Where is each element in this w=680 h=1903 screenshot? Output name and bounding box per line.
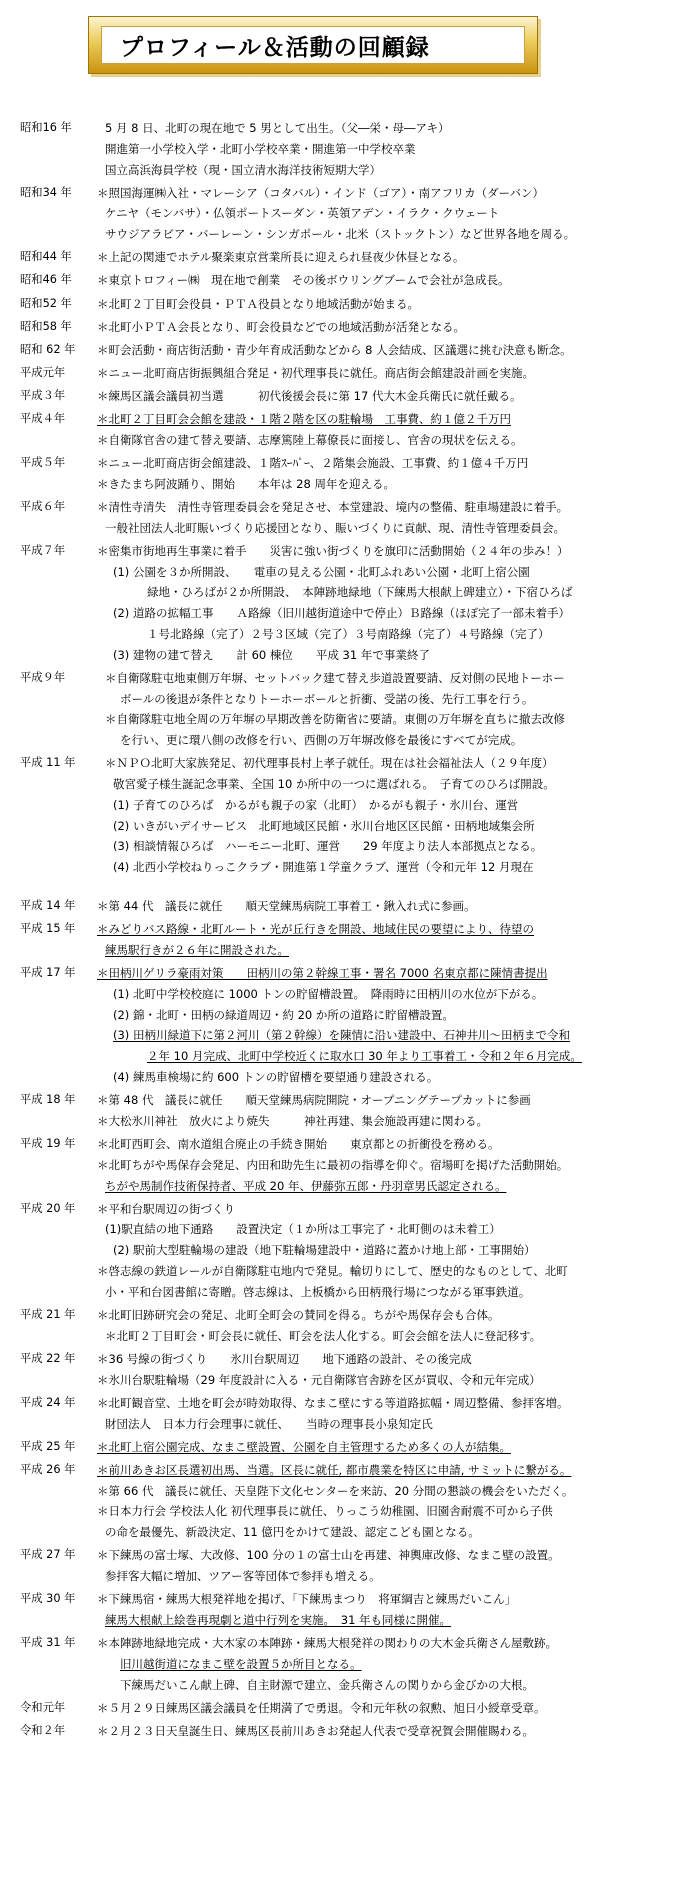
entry-line: [0, 139, 680, 160]
timeline-entry: [0, 896, 680, 917]
entry-text: (4) 北西小学校ねりっこクラブ・開進第１学童クラブ、運営（令和元年 12 月現在: [113, 860, 534, 875]
entry-line: [0, 1460, 680, 1481]
timeline-entry: [0, 118, 680, 180]
entry-text: ＊５月２９日練馬区議会議員を任期満了で勇退。令和元年秋の叙勲、旭日小綬章受章。: [97, 1700, 546, 1715]
entry-text: ＊北町小ＰＴＡ会長となり、町会役員などでの地域活動が活発となる。: [97, 319, 465, 334]
era-label: 平成 22 年: [20, 1351, 76, 1365]
entry-text: (2) 錦・北町・田柄の緑道周辺・約 20 か所の道路に貯留槽設置。: [113, 1007, 454, 1022]
entry-text: を行い、更に環八側の改修を行い、西側の万年塀改修を最後にすべてが完成。: [120, 733, 523, 748]
entry-text: ケニヤ（モンバサ）・仏領ポートスーダン・英領アデン・イラク・クウェート: [105, 206, 500, 221]
entry-text: (4) 練馬車検場に約 600 トンの貯留槽を要望通り建設される。: [113, 1070, 439, 1085]
entry-line: [0, 582, 680, 603]
entry-text: ＊氷川台駅駐輪場（29 年度設計に入る・元自衛隊官舎跡を区が買収、令和元年完成）: [97, 1372, 541, 1387]
era-label: 昭和46 年: [20, 273, 72, 287]
entry-text: ＊町会活動・商店街活動・青少年育成活動などから 8 人会結成、区議選に挑む決意も断念。: [97, 342, 572, 357]
entry-line: [0, 1654, 680, 1675]
entry-text: 旧川越街道になまこ壁を設置５か所目となる。: [120, 1656, 362, 1671]
entry-line: [0, 409, 680, 430]
entry-line: [0, 1090, 680, 1111]
entry-line: [0, 1414, 680, 1435]
entry-text: 練馬駅行きが２６年に開設された。: [105, 942, 289, 957]
entry-text: ＊みどりバス路線・北町ルート・光が丘行きを開設、地域住民の要望により、待望の: [97, 922, 534, 937]
entry-line: [0, 689, 680, 710]
entry-line: [0, 1349, 680, 1370]
entry-text: 練馬大根献上絵巻再現劇と道中行列を実施。 31 年も同様に開催。: [105, 1612, 452, 1627]
entry-text: ＊第 44 代 議長に就任 順天堂練馬病院工事着工・鍬入れ式に参画。: [97, 899, 476, 914]
timeline-entry: [0, 294, 680, 315]
entry-line: [0, 1610, 680, 1631]
entry-line: [0, 1219, 680, 1240]
entry-line: [0, 118, 680, 139]
entry-text: ＊北町２丁目町会・町会長に就任、町会を法人化する。町会会館を法人に登記移す。: [105, 1328, 542, 1343]
era-label: 平成 15 年: [20, 922, 76, 936]
era-label: 平成 27 年: [20, 1548, 76, 1562]
entry-text: ボールの後退が条件となりトーホーボールと折衝、受諾の後、先行工事を行う。: [120, 691, 534, 706]
timeline-entry: [0, 1305, 680, 1347]
era-label: 平成 21 年: [20, 1307, 76, 1321]
entry-line: [0, 624, 680, 645]
entry-text: ＊前川あきお区長選初出馬、当選。区長に就任, 都市農業を特区に申請, サミットに繋がる。: [97, 1462, 572, 1477]
entry-line: [0, 1721, 680, 1742]
entry-line: [0, 816, 680, 837]
timeline-entry: [0, 409, 680, 451]
era-label: 平成 26 年: [20, 1462, 76, 1476]
entry-line: [0, 1134, 680, 1155]
era-label: 平成元年: [20, 365, 66, 379]
entry-text: (3) 建物の建て替え 計 60 棟位 平成 31 年で事業終了: [113, 647, 430, 662]
entry-text: ＊照国海運㈱入社・マレーシア（コタバル）・インド（ゴア）・南アフリカ（ダーバン）: [97, 185, 545, 200]
entry-text: ２年 10 月完成、北町中学校近くに取水口 30 年より工事着工・令和２年６月完成。: [147, 1049, 582, 1064]
timeline-entry: [0, 1589, 680, 1631]
entry-text: 5 月 8 日、北町の現在地で 5 男として出生。（父―栄・母―アキ）: [105, 121, 450, 135]
entry-line: [0, 709, 680, 730]
era-label: 昭和16 年: [20, 121, 72, 134]
entry-line: [0, 1305, 680, 1326]
entry-line: [0, 317, 680, 338]
timeline-entry: [0, 247, 680, 268]
entry-line: [0, 270, 680, 291]
era-label: 平成 14 年: [20, 899, 76, 913]
timeline-entry: [0, 1633, 680, 1695]
entry-line: [0, 1326, 680, 1347]
entry-line: [0, 603, 680, 624]
entry-text: ＊密集市街地再生事業に着手 災害に強い街づくりを旗印に活動開始（２４年の歩み！）: [97, 543, 569, 558]
entry-line: [0, 497, 680, 518]
era-label: 昭和34 年: [20, 185, 72, 199]
timeline-entry: [0, 668, 680, 751]
entry-text: ＊36 号線の街づくり 氷川台駅周辺 地下通路の設計、その後完成: [97, 1351, 472, 1366]
entry-line: [0, 984, 680, 1005]
era-label: 平成７年: [20, 543, 66, 557]
entry-line: [0, 430, 680, 451]
entry-text: ＊本陣跡地緑地完成・大木家の本陣跡・練馬大根発祥の関わりの大木金兵衛さん屋敷跡。: [97, 1636, 557, 1650]
entry-line: [0, 1261, 680, 1282]
timeline-entry: [0, 1349, 680, 1391]
page-title: プロフィール＆活動の回顧録: [120, 34, 430, 61]
entry-line: [0, 857, 680, 878]
entry-text: ＊下練馬の富士塚、大改修、100 分の１の富士山を再建、神輿庫改修、なまこ壁の設置。: [97, 1548, 560, 1563]
entry-line: [0, 1005, 680, 1026]
entry-text: ＊下練馬宿・練馬大根発祥地を掲げ、「下練馬まつり 将軍綱吉と練馬だいこん」: [97, 1592, 517, 1607]
entry-text: ＊きたまち阿波踊り、開始 本年は 28 周年を迎える。: [97, 476, 395, 491]
entry-text: (3) 相談情報ひろば ハーモニー北町、運営 29 年度より法人本部拠点となる。: [113, 839, 543, 854]
title-box: [101, 26, 525, 64]
entry-text: 参拝客大幅に増加、ツアー客等団体で参拝も増える。: [105, 1569, 381, 1584]
entry-line: [0, 1111, 680, 1132]
entry-text: ちがや馬制作技術保持者、平成 20 年、伊藤弥五郎・丹羽章男氏認定される。: [105, 1178, 507, 1193]
timeline-entry: [0, 1199, 680, 1303]
timeline-entry: [0, 340, 680, 361]
entry-line: [0, 795, 680, 816]
entry-text: (2) いきがいデイサービス 北町地域区民館・氷川台地区区民館・田柄地域集会所: [113, 818, 535, 833]
entry-line: [0, 562, 680, 583]
entry-line: [0, 386, 680, 407]
entry-text: 敬宮愛子様生誕記念事業、全国 10 か所中の一つに選ばれる。 子育てのひろば開設。: [113, 777, 555, 792]
entry-text: ＊ニュー北町商店街振興組合発足・初代理事長に就任。商店街会館建設計画を実施。: [97, 365, 534, 380]
entry-text: ＊大松氷川神社 放火により焼失 神社再建、集会施設再建に関わる。: [97, 1113, 488, 1128]
entry-text: 財団法人 日本力行会理事に就任、 当時の理事長小泉知定氏: [105, 1416, 433, 1431]
entry-line: [0, 1481, 680, 1502]
entry-line: [0, 224, 680, 245]
entry-line: [0, 1067, 680, 1088]
entry-line: [0, 1675, 680, 1696]
timeline-entry: [0, 1437, 680, 1458]
timeline-entry: [0, 183, 680, 245]
entry-line: [0, 518, 680, 539]
timeline-entry: [0, 270, 680, 291]
era-label: 昭和 62 年: [20, 342, 76, 356]
timeline-entry: [0, 1090, 680, 1132]
entry-line: [0, 730, 680, 751]
entry-line: [0, 1370, 680, 1391]
era-label: 平成５年: [20, 455, 66, 469]
timeline-entry: [0, 1393, 680, 1435]
entry-line: [0, 1176, 680, 1197]
timeline-entry: [0, 1545, 680, 1587]
era-label: 平成 19 年: [20, 1137, 76, 1150]
entry-text: 一般社団法人北町賑いづくり応援団となり、賑いづくりに貢献、現、清性寺管理委員会。: [105, 520, 565, 535]
entry-line: [0, 474, 680, 495]
entry-line: [0, 363, 680, 384]
entry-text: ＊平和台駅周辺の街づくり: [97, 1201, 235, 1216]
entry-line: [0, 1025, 680, 1046]
entry-line: [0, 1633, 680, 1654]
entry-text: ＊北町西町会、南水道組合廃止の手続き開始 東京都との折衝役を務める。: [97, 1137, 500, 1151]
timeline-entry: [0, 753, 680, 878]
entry-line: [0, 1589, 680, 1610]
era-label: 昭和52 年: [20, 296, 72, 310]
entry-line: [0, 1545, 680, 1566]
entry-text: 小・平和台図書館に寄贈。啓志線は、上板橋から田柄飛行場につながる軍事鉄道。: [105, 1284, 531, 1299]
timeline-entry: [0, 1134, 680, 1196]
timeline-entry: [0, 497, 680, 539]
timeline-entry: [0, 1698, 680, 1719]
entry-text: ＊北町２丁目町会役員・ＰＴＡ役員となり地域活動が始まる。: [97, 296, 419, 311]
era-label: 平成 11 年: [20, 756, 76, 770]
era-label: 平成 18 年: [20, 1093, 76, 1107]
entry-line: [0, 183, 680, 204]
entry-text: ＊北町観音堂、土地を町会が時効取得、なまこ壁にする等道路拡幅・周辺整備、参拝客増。: [97, 1395, 569, 1410]
timeline-entry: [0, 386, 680, 407]
entry-text: (1) 北町中学校校庭に 1000 トンの貯留槽設置。 降雨時に田柄川の水位が下がる。: [113, 986, 544, 1001]
timeline-entry: [0, 919, 680, 961]
entry-text: 下練馬だいこん献上碑、自主財源で建立、金兵衛さんの関りから金びかの大根。: [120, 1677, 534, 1692]
entry-line: [0, 1393, 680, 1414]
entry-line: [0, 1501, 680, 1522]
entry-line: [0, 1522, 680, 1543]
entry-text: ＊東京トロフィー㈱ 現在地で創業 その後ボウリングブームで会社が急成長。: [97, 273, 510, 288]
entry-text: (1) 公園を３か所開設、 電車の見える公園・北町ふれあい公園・北町上宿公園: [113, 564, 530, 579]
entry-text: ＊第 66 代 議長に就任、天皇陛下文化センターを来訪、20 分間の懇談の機会をいただく。: [97, 1483, 574, 1498]
timeline-entry: [0, 317, 680, 338]
era-label: 令和２年: [20, 1723, 66, 1737]
era-label: 平成６年: [20, 499, 66, 513]
timeline-entry: [0, 1460, 680, 1543]
title-banner: [88, 16, 538, 74]
era-label: 昭和58 年: [20, 319, 72, 333]
entry-line: [0, 1282, 680, 1303]
entry-text: ＊上記の関連でホテル聚楽東京営業所長に迎えられ昼夜少休昼となる。: [97, 250, 465, 265]
era-label: 平成４年: [20, 412, 66, 426]
entry-line: [0, 753, 680, 774]
entry-line: [0, 541, 680, 562]
era-label: 平成 17 年: [20, 966, 76, 980]
era-label: 平成 30 年: [20, 1592, 76, 1606]
era-label: 平成３年: [20, 388, 66, 402]
entry-text: ＊２月２３日天皇誕生日、練馬区長前川あきお発起人代表で受章祝賀会開催賜わる。: [97, 1723, 534, 1738]
entry-line: [0, 896, 680, 917]
entry-line: [0, 1240, 680, 1261]
entry-line: [0, 340, 680, 361]
entry-line: [0, 940, 680, 961]
entry-text: (2) 道路の拡幅工事 Ａ路線（旧川越街道途中で停止）Ｂ路線（ほぼ完了一部未着手）: [113, 606, 570, 621]
entry-text: ＊北町旧跡研究会の発足、北町全町会の賛同を得る。ちがや馬保存会も合体。: [97, 1307, 500, 1322]
era-label: 令和元年: [20, 1700, 66, 1714]
entry-text: ＊田柄川ゲリラ豪雨対策 田柄川の第２幹線工事・署名 7000 名東京都に陳情書提出: [97, 966, 548, 981]
entry-line: [0, 1698, 680, 1719]
entry-text: サウジアラビア・バーレーン・シンガポール・北米（ストックトン）など世界各地を周る。: [105, 227, 576, 242]
entry-text: 緑地・ひろばが２か所開設、 本陣跡地緑地（下練馬大根献上碑建立）・下宿ひろば: [147, 585, 573, 600]
entry-line: [0, 1566, 680, 1587]
entry-line: [0, 1437, 680, 1458]
entry-line: [0, 1155, 680, 1176]
era-label: 平成９年: [20, 670, 66, 684]
entry-line: [0, 453, 680, 474]
entry-text: ＊第 48 代 議長に就任 順天堂練馬病院開院・オープニングテープカットに参画: [97, 1093, 531, 1108]
entry-line: [0, 160, 680, 181]
entry-text: の命を最優先、新設決定、11 億円をかけて建設、認定こども園となる。: [105, 1525, 480, 1540]
entry-text: ＊清性寺清失 清性寺管理委員会を発足させ、本堂建設、境内の整備、駐車場建設に着手。: [97, 499, 569, 514]
entry-text: ＊自衛隊駐屯地全周の万年塀の早期改善を防衛省に要請。東側の万年塀を直ちに撤去改修: [105, 712, 565, 727]
timeline: [0, 118, 680, 1744]
entry-text: (3) 田柄川緑道下に第２河川（第２幹線）を陳情に沿い建設中、石神井川～田柄まで令和: [113, 1028, 570, 1043]
timeline-entry: [0, 1721, 680, 1742]
entry-text: ＊啓志線の鉄道レールが自衛隊駐屯地内で発見。輸切りにして、歴史的なものとして、北町: [97, 1264, 568, 1279]
entry-text: ＊北町上宿公園完成、なまこ壁設置、公園を自主管理するため多くの人が結集。: [97, 1439, 511, 1454]
entry-line: [0, 774, 680, 795]
timeline-entry: [0, 963, 680, 1088]
entry-text: ＊自衛隊官舎の建て替え要請、志摩篤陸上幕僚長に面接し、官舎の現状を伝える。: [97, 432, 523, 447]
entry-line: [0, 645, 680, 666]
era-label: 平成 24 年: [20, 1395, 76, 1409]
entry-line: [0, 836, 680, 857]
entry-text: ＊北町ちがや馬保存会発足、内田和助先生に最初の指導を仰ぐ。宿場町を掲げた活動開始。: [97, 1157, 569, 1172]
entry-line: [0, 294, 680, 315]
timeline-entry: [0, 363, 680, 384]
entry-line: [0, 668, 680, 689]
entry-text: ＊ＮＰＯ北町大家族発足、初代理事長村上孝子就任。現在は社会福祉法人（２９年度）: [105, 756, 554, 771]
entry-text: ＊北町２丁目町会会館を建設・１階２階を区の駐輪場 工事費、約１億２千万円: [97, 412, 511, 427]
era-label: 昭和44 年: [20, 250, 72, 264]
entry-line: [0, 919, 680, 940]
entry-line: [0, 963, 680, 984]
entry-text: (2) 駅前大型駐輪場の建設（地下駐輪場建設中・道路に蓋かけ地上部・工事開始）: [113, 1243, 536, 1258]
era-label: 平成 31 年: [20, 1636, 76, 1649]
entry-text: ＊ニュー北町商店街会館建設、１階ｽｰﾊﾟｰ、２階集会施設、工事費、約１億４千万円: [97, 455, 529, 470]
entry-text: ＊自衛隊駐屯地東側万年塀、セットバック建て替え歩道設置要請、反対側の民地トーホー: [105, 670, 565, 685]
entry-text: ＊練馬区議会議員初当選 初代後援会長に第 17 代大木金兵衛氏に就任戴る。: [97, 388, 522, 403]
entry-text: 国立高浜海員学校（現・国立清水海洋技術短期大学）: [105, 162, 381, 177]
entry-text: 開進第一小学校入学・北町小学校卒業・開進第一中学校卒業: [105, 141, 416, 156]
entry-text: ＊日本力行会 学校法人化 初代理事長に就任、りっこう幼稚園、旧園舎耐震不可から子供: [97, 1504, 553, 1519]
entry-text: (1)駅直結の地下通路 設置決定（１か所は工事完了・北町側のは未着工）: [105, 1222, 501, 1237]
era-label: 平成 25 年: [20, 1439, 76, 1453]
entry-line: [0, 1046, 680, 1067]
timeline-entry: [0, 453, 680, 495]
entry-line: [0, 247, 680, 268]
entry-text: １号北路線（完了）２号３区域（完了）３号南路線（完了）４号路線（完了）: [147, 626, 550, 641]
timeline-entry: [0, 541, 680, 666]
entry-line: [0, 203, 680, 224]
entry-line: [0, 1199, 680, 1220]
entry-text: (1) 子育てのひろば かるがも親子の家（北町） かるがも親子・氷川台、運営: [113, 797, 519, 812]
era-label: 平成 20 年: [20, 1201, 76, 1215]
